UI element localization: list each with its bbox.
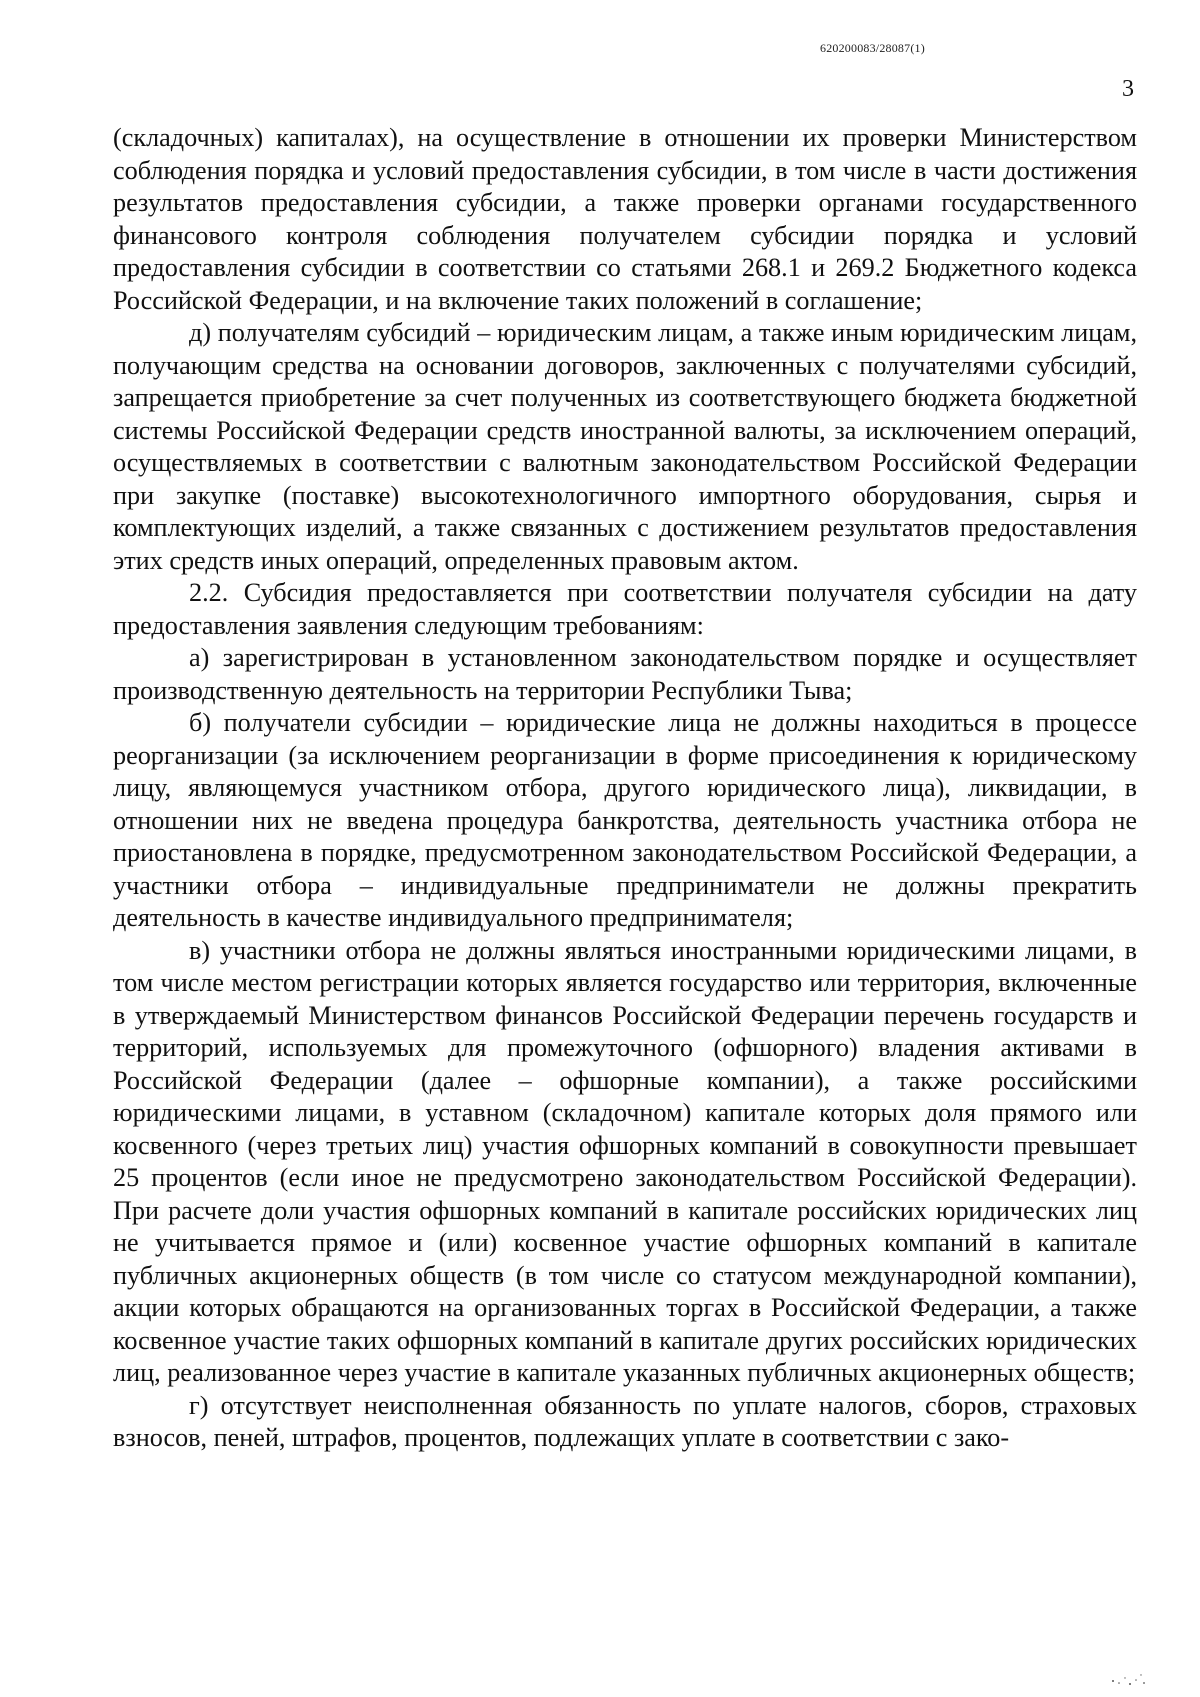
page-number: 3	[1122, 76, 1134, 102]
scan-noise-specks	[1108, 1665, 1148, 1687]
document-body	[113, 122, 1137, 1455]
paragraph-continuation: (складочных) капиталах), на осуществление в отношении их проверки Министерством соблюдения порядка и условий предоставления субсидии, в том числе в части достижения результатов предоставления субсидии, а также проверки органами государственного финансового контроля соблюдения получателем субсидии порядка и условий предоставления субсидии в соответствии со статьями 268.1 и 269.2 Бюджетного кодекса Российской Федерации, и на включение таких положений в соглашение;	[113, 123, 1137, 315]
document-id: 620200083/28087(1)	[820, 41, 925, 55]
paragraph-section-2-2: 2.2. Субсидия предоставляется при соответствии получателя субсидии на дату предоставления заявления следующим требованиям:	[113, 578, 1137, 640]
paragraph-item-b: б) получатели субсидии – юридические лица не должны находиться в процессе реорганизации (за исключением реорганизации в форме присоединения к юридическому лицу, являющемуся участником отбора, другого юридического лица), ликвидации, в отношении них не введена процедура банкротства, деятельность участника отбора не приостановлена в порядке, предусмотренном законодательством Российской Федерации, а участники отбора – индивидуальные предприниматели не должны прекратить деятельность в качестве индивидуального предпринимателя;	[113, 708, 1137, 932]
paragraph-item-a: а) зарегистрирован в установленном законодательством порядке и осуществляет производственную деятельность на территории Республики Тыва;	[113, 643, 1137, 705]
paragraph-item-d: д) получателям субсидий – юридическим лицам, а также иным юридическим лицам, получающим средства на основании договоров, заключенных с получателями субсидий, запрещается приобретение за счет полученных из соответствующего бюджета бюджетной системы Российской Федерации средств иностранной валюты, за исключением операций, осуществляемых в соответствии с валютным законодательством Российской Федерации при закупке (поставке) высокотехнологичного импортного оборудования, сырья и комплектующих изделий, а также связанных с достижением результатов предоставления этих средств иных операций, определенных правовым актом.	[113, 318, 1137, 575]
paragraph-item-g: г) отсутствует неисполненная обязанность по уплате налогов, сборов, страховых взносов, пеней, штрафов, процентов, подлежащих уплате в соответствии с зако-	[113, 1390, 1137, 1452]
paragraph-item-v: в) участники отбора не должны являться иностранными юридическими лицами, в том числе местом регистрации которых является государство или территория, включенные в утверждаемый Министерством финансов Российской Федерации перечень государств и территорий, используемых для промежуточного (офшорного) владения активами в Российской Федерации (далее – офшорные компании), а также российскими юридическими лицами, в уставном (складочном) капитале которых доля прямого или косвенного (через третьих лиц) участия офшорных компаний в совокупности превышает 25 процентов (если иное не предусмотрено законодательством Российской Федерации). При расчете доли участия офшорных компаний в капитале российских юридических лиц не учитывается прямое и (или) косвенное участие офшорных компаний в капитале публичных акционерных обществ (в том числе со статусом международной компании), акции которых обращаются на организованных торгах в Российской Федерации, а также косвенное участие таких офшорных компаний в капитале других российских юридических лиц, реализованное через участие в капитале указанных публичных акционерных обществ;	[113, 935, 1137, 1387]
